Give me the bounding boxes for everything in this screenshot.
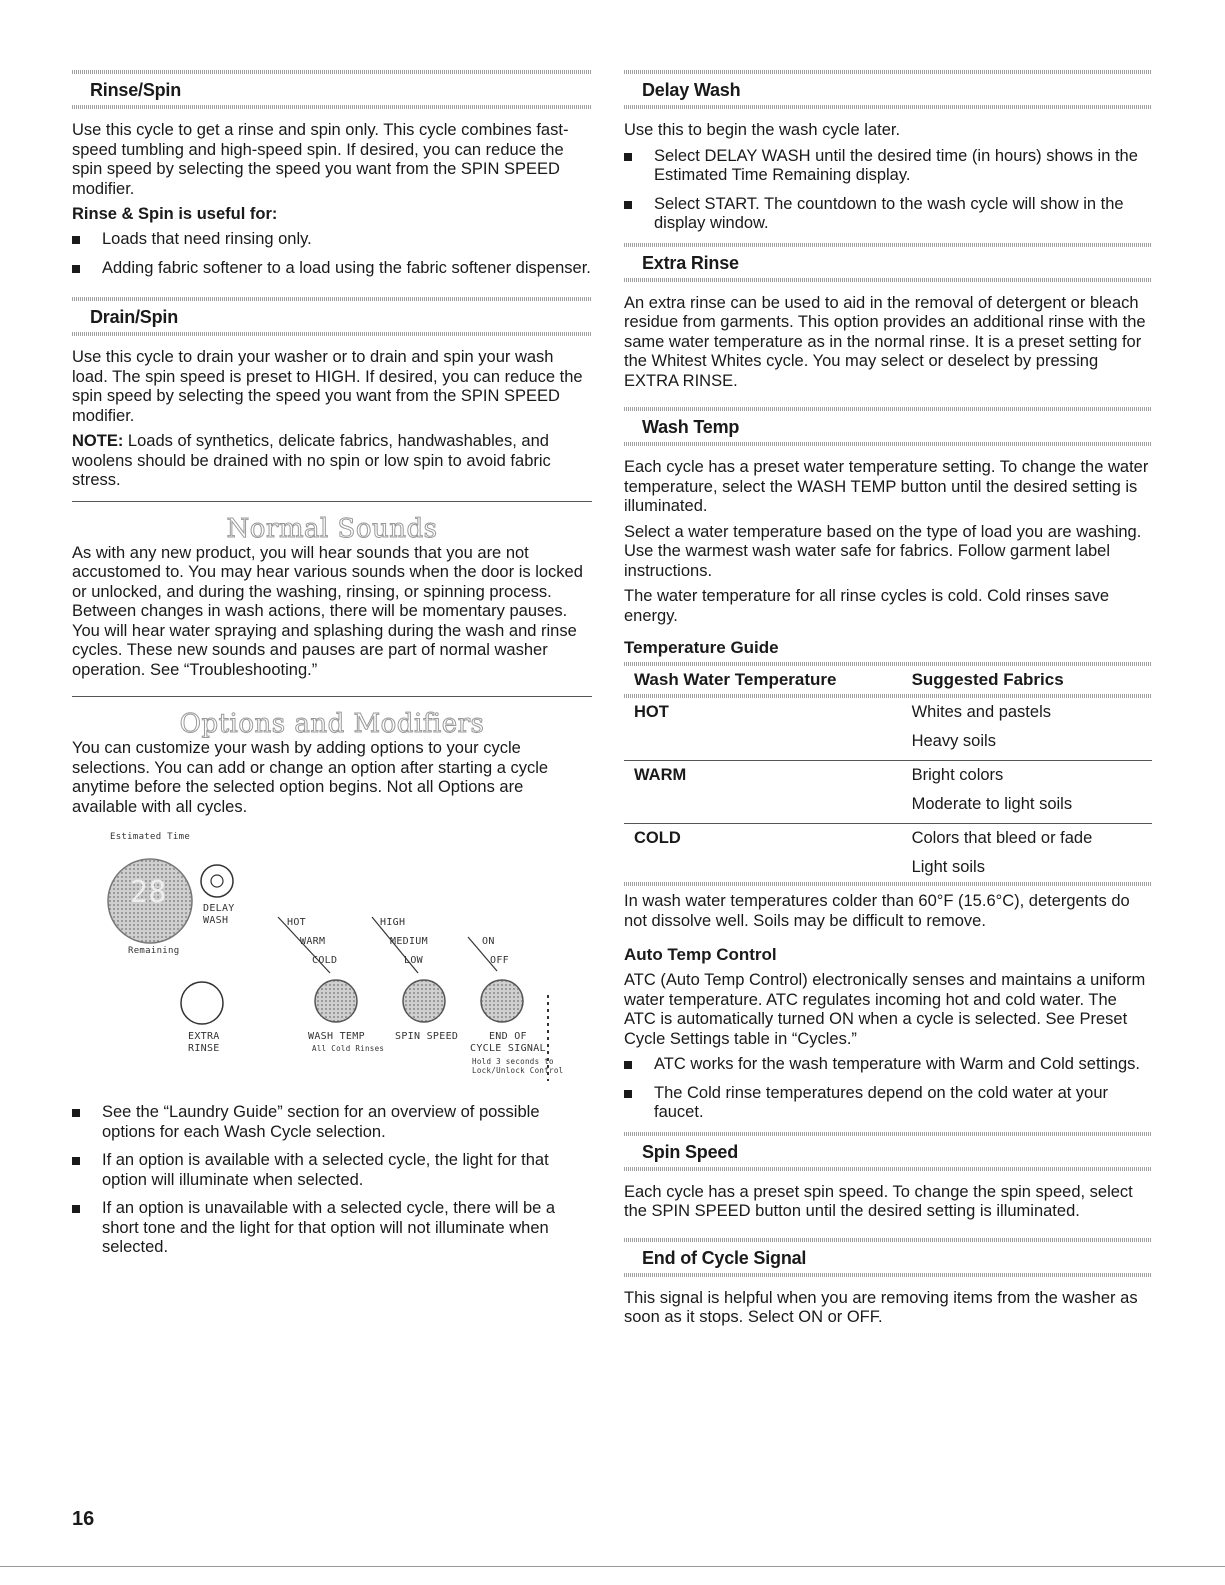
left-column: [72, 70, 592, 1267]
fabric-cell: Whites and pastels: [911, 703, 1051, 721]
cycle-signal-label: END OF CYCLE SIGNAL: [470, 1031, 546, 1054]
wash-temp-text-2: Select a water temperature based on the type of load you are washing. Use the warmest wash water safe for fabrics. Follow garment label instructions.: [624, 522, 1142, 580]
options-text: You can customize your wash by adding options to your cycle selections. You can add or change an option after starting a cycle anytime before the selected option begins. Not all Options are available with all cycles.: [72, 739, 549, 816]
fabric-cell: Bright colors: [911, 766, 1004, 784]
atc-title: Auto Temp Control: [624, 945, 777, 964]
column-header-fabrics: Suggested Fabrics: [911, 670, 1064, 689]
atc-text: ATC (Auto Temp Control) electronically senses and maintains a uniform water temperature. ATC regulates incoming hot and cold water. The ATC is automatically turned ON when a cycle is selected. See Preset Cycle Settings table in “Cycles.”: [624, 971, 1146, 1048]
temp-cell: COLD: [634, 829, 681, 847]
temp-guide-note: In wash water temperatures colder than 60°F (15.6°C), detergents do not dissolve well. Soils may be difficult to remove.: [624, 892, 1130, 930]
end-signal-title: End of Cycle Signal: [642, 1247, 807, 1268]
spin-speed-button: [403, 980, 445, 1022]
delay-wash-list: [624, 147, 1152, 234]
delay-wash-text: Use this to begin the wash cycle later.: [624, 121, 901, 139]
temp-option-warm: WARM: [300, 936, 326, 947]
cycle-signal-sublabel: Hold 3 seconds to Lock/Unlock Control: [472, 1057, 564, 1075]
options-title: Options and Modifiers: [179, 709, 485, 739]
normal-sounds-title: Normal Sounds: [226, 513, 438, 544]
temp-option-hot: HOT: [287, 917, 306, 928]
arc-label-bottom: Remaining: [128, 946, 180, 956]
table-row: [624, 761, 1152, 791]
list-item: If an option is unavailable with a selected cycle, there will be a short tone and the light for that option will not illuminate when selected.: [72, 1199, 592, 1258]
spin-option-medium: MEDIUM: [390, 936, 428, 947]
list-item: Select DELAY WASH until the desired time (in hours) shows in the Estimated Time Remaining display.: [624, 147, 1152, 186]
wash-temp-label: WASH TEMP: [308, 1031, 365, 1042]
list-item: ATC works for the wash temperature with Warm and Cold settings.: [624, 1055, 1152, 1075]
list-item: Loads that need rinsing only.: [72, 230, 592, 250]
signal-option-off: OFF: [490, 955, 509, 966]
wash-temp-title: Wash Temp: [642, 417, 740, 437]
normal-sounds-header: [72, 501, 592, 544]
spin-speed-header: [624, 1132, 1152, 1171]
rinse-spin-text: Use this cycle to get a rinse and spin only. This cycle combines fast-speed tumbling and high-speed spin. If desired, you can reduce the spin speed by selecting the speed you want from the SPIN SPEED modifier.: [72, 121, 569, 198]
drain-spin-title: Drain/Spin: [90, 307, 179, 327]
wash-temp-button: [315, 980, 357, 1022]
extra-rinse-title: Extra Rinse: [642, 252, 739, 273]
end-signal-text: This signal is helpful when you are removing items from the washer as soon as it stops. Select ON or OFF.: [624, 1288, 1138, 1326]
fabric-cell: Moderate to light soils: [902, 790, 1152, 824]
list-item: If an option is available with a selected cycle, the light for that option will illuminate when selected.: [72, 1151, 592, 1190]
normal-sounds-text: As with any new product, you will hear sounds that you are not accustomed to. You may hear various sounds when the door is locked or unlocked, and during the washing, rinsing, or spinning process. Between changes in wash actions, there will be momentary pauses. You will hear water spraying and splashing during the wash and rinse cycles. These new sounds and pauses are part of normal washer operation. See “Troubleshooting.”: [72, 543, 583, 679]
rinse-spin-title: Rinse/Spin: [90, 80, 182, 100]
delay-wash-title: Delay Wash: [642, 80, 741, 100]
delay-wash-label: DELAY WASH: [203, 903, 235, 926]
table-header-row: [624, 666, 1152, 694]
extra-rinse-header: [624, 243, 1152, 282]
display-digits: 28: [130, 875, 167, 910]
extra-rinse-text: An extra rinse can be used to aid in the removal of detergent or bleach residue from garments. This option provides an additional rinse with the same water temperature as in the normal rinse. It is a preset setting for the Whitest Whites cycle. You may select or deselect by pressing EXTRA RINSE.: [624, 293, 1146, 390]
table-row: [624, 824, 1152, 854]
note-label: NOTE:: [72, 432, 124, 450]
page-number: 16: [72, 1508, 95, 1530]
wash-temp-header: [624, 407, 1152, 446]
spin-option-high: HIGH: [380, 917, 406, 928]
spin-speed-label: SPIN SPEED: [395, 1031, 459, 1042]
temp-option-cold: COLD: [312, 955, 338, 966]
end-signal-header: [624, 1238, 1152, 1277]
right-column: [624, 70, 1152, 1334]
list-item: See the “Laundry Guide” section for an overview of possible options for each Wash Cycle selection.: [72, 1103, 592, 1142]
extra-rinse-button: [181, 982, 223, 1024]
spin-option-low: LOW: [404, 955, 423, 966]
wash-temp-sublabel: All Cold Rinses: [312, 1044, 385, 1053]
column-header-temp: Wash Water Temperature: [634, 670, 837, 689]
temp-cell: HOT: [634, 703, 669, 721]
wash-temp-text-1: Each cycle has a preset water temperature setting. To change the water temperature, select the WASH TEMP button until the desired setting is illuminated.: [624, 458, 1149, 515]
arc-label-top: Estimated Time: [110, 832, 191, 842]
list-item: Adding fabric softener to a load using the fabric softener dispenser.: [72, 259, 592, 279]
delay-wash-header: [624, 70, 1152, 109]
fabric-cell: Light soils: [911, 858, 985, 876]
control-panel-illustration: [72, 823, 592, 1093]
spin-speed-text: Each cycle has a preset spin speed. To change the spin speed, select the SPIN SPEED button until the desired setting is illuminated.: [624, 1182, 1133, 1220]
spin-speed-title: Spin Speed: [642, 1141, 739, 1162]
table-row: [624, 698, 1152, 727]
temp-cell: WARM: [634, 766, 687, 784]
list-item: Select START. The countdown to the wash cycle will show in the display window.: [624, 195, 1152, 234]
drain-spin-text: Use this cycle to drain your washer or to drain and spin your wash load. The spin speed is preset to HIGH. If desired, you can reduce the spin speed by selecting the speed you want from the SPIN SPEED modifier.: [72, 348, 583, 425]
rinse-spin-useful-heading: Rinse & Spin is useful for:: [72, 205, 278, 223]
delay-wash-button: [201, 865, 233, 897]
drain-spin-header: [72, 297, 592, 336]
cycle-signal-button: [481, 980, 523, 1022]
drain-spin-note: [72, 432, 592, 491]
fabric-cell: Colors that bleed or fade: [911, 829, 1093, 847]
options-header: [72, 696, 592, 739]
table-row: [624, 790, 1152, 824]
note-text: Loads of synthetics, delicate fabrics, handwashables, and woolens should be drained with no spin or low spin to avoid fabric stress.: [72, 432, 551, 489]
fabric-cell: Heavy soils: [902, 727, 1152, 761]
wash-temp-text-3: The water temperature for all rinse cycles is cold. Cold rinses save energy.: [624, 587, 1110, 625]
table-row: [624, 727, 1152, 761]
options-list: [72, 1103, 592, 1258]
rinse-spin-list: [72, 230, 592, 278]
signal-option-on: ON: [482, 936, 495, 947]
rinse-spin-header: [72, 70, 592, 109]
atc-list: [624, 1055, 1152, 1123]
extra-rinse-label: EXTRA RINSE: [188, 1031, 220, 1054]
footer-rule: [0, 1566, 1225, 1567]
temp-guide-title: Temperature Guide: [624, 638, 779, 657]
list-item: The Cold rinse temperatures depend on the cold water at your faucet.: [624, 1084, 1152, 1123]
temp-guide-table: [624, 666, 1152, 882]
table-row: [624, 853, 1152, 882]
